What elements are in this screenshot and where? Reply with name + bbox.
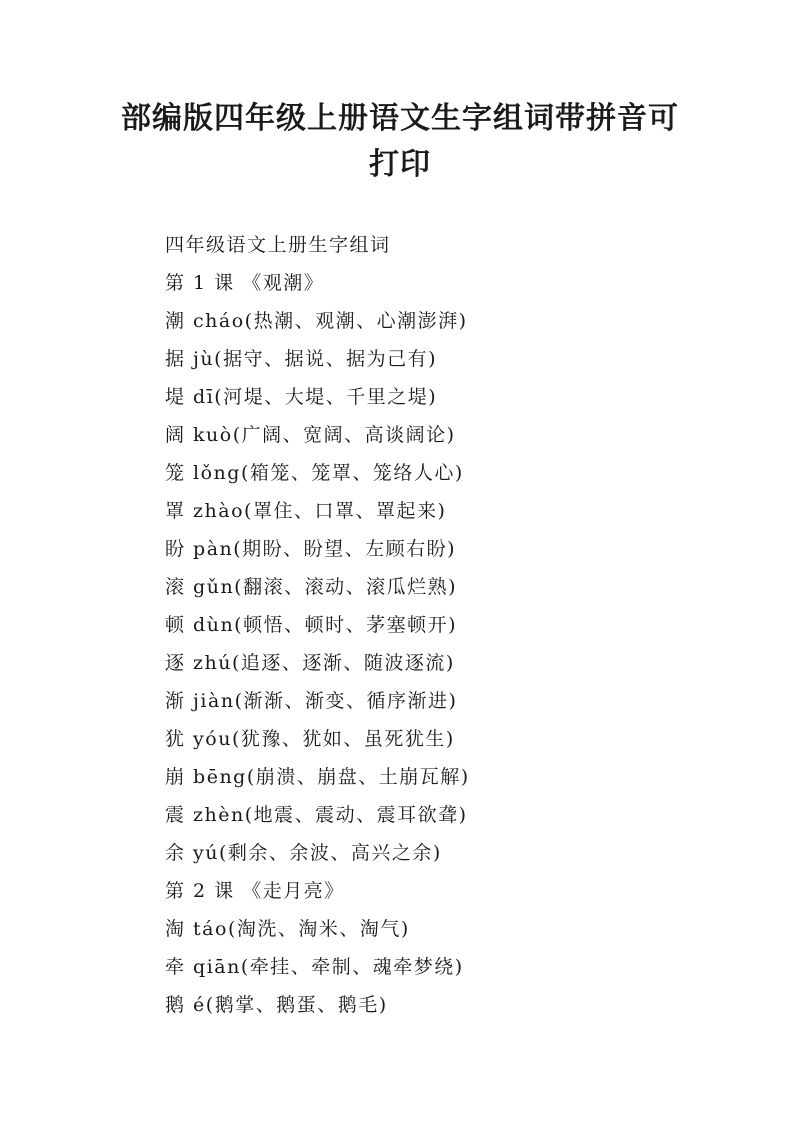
document-title [100, 96, 700, 188]
vocab-entry: 笼 lǒng(箱笼、笼罩、笼络人心) [165, 462, 464, 484]
section-heading: 四年级语文上册生字组词 [165, 234, 391, 256]
title-line-1: 部编版四年级上册语文生字组词带拼音可 [121, 101, 679, 136]
vocab-entry: 牵 qiān(牵挂、牵制、魂牵梦绕) [165, 956, 464, 978]
vocab-entry: 滚 gǔn(翻滚、滚动、滚瓜烂熟) [165, 576, 458, 598]
vocab-entry: 犹 yóu(犹豫、犹如、虽死犹生) [165, 728, 455, 750]
vocab-entry: 阔 kuò(广阔、宽阔、高谈阔论) [165, 424, 456, 446]
vocab-entry: 顿 dùn(顿悟、顿时、茅塞顿开) [165, 614, 458, 636]
vocab-entry: 淘 táo(淘洗、淘米、淘气) [165, 918, 410, 940]
vocab-entry: 渐 jiàn(渐渐、渐变、循序渐进) [165, 690, 458, 712]
lesson-heading: 第 1 课 《观潮》 [165, 272, 325, 294]
vocab-entry: 崩 bēng(崩溃、崩盘、土崩瓦解) [165, 766, 470, 788]
vocab-entry: 逐 zhú(追逐、逐渐、随波逐流) [165, 652, 455, 674]
vocab-entry: 余 yú(剩余、余波、高兴之余) [165, 842, 442, 864]
vocab-entry: 盼 pàn(期盼、盼望、左顾右盼) [165, 538, 457, 560]
vocab-entry: 潮 cháo(热潮、观潮、心潮澎湃) [165, 310, 468, 332]
document-body [165, 226, 725, 1024]
vocab-entry: 堤 dī(河堤、大堤、千里之堤) [165, 386, 438, 408]
lesson-heading: 第 2 课 《走月亮》 [165, 880, 345, 902]
vocab-entry: 罩 zhào(罩住、口罩、罩起来) [165, 500, 447, 522]
vocab-entry: 据 jù(据守、据说、据为己有) [165, 348, 437, 370]
title-line-2: 打印 [369, 147, 431, 182]
vocab-entry: 鹅 é(鹅掌、鹅蛋、鹅毛) [165, 994, 388, 1016]
vocab-entry: 震 zhèn(地震、震动、震耳欲聋) [165, 804, 468, 826]
